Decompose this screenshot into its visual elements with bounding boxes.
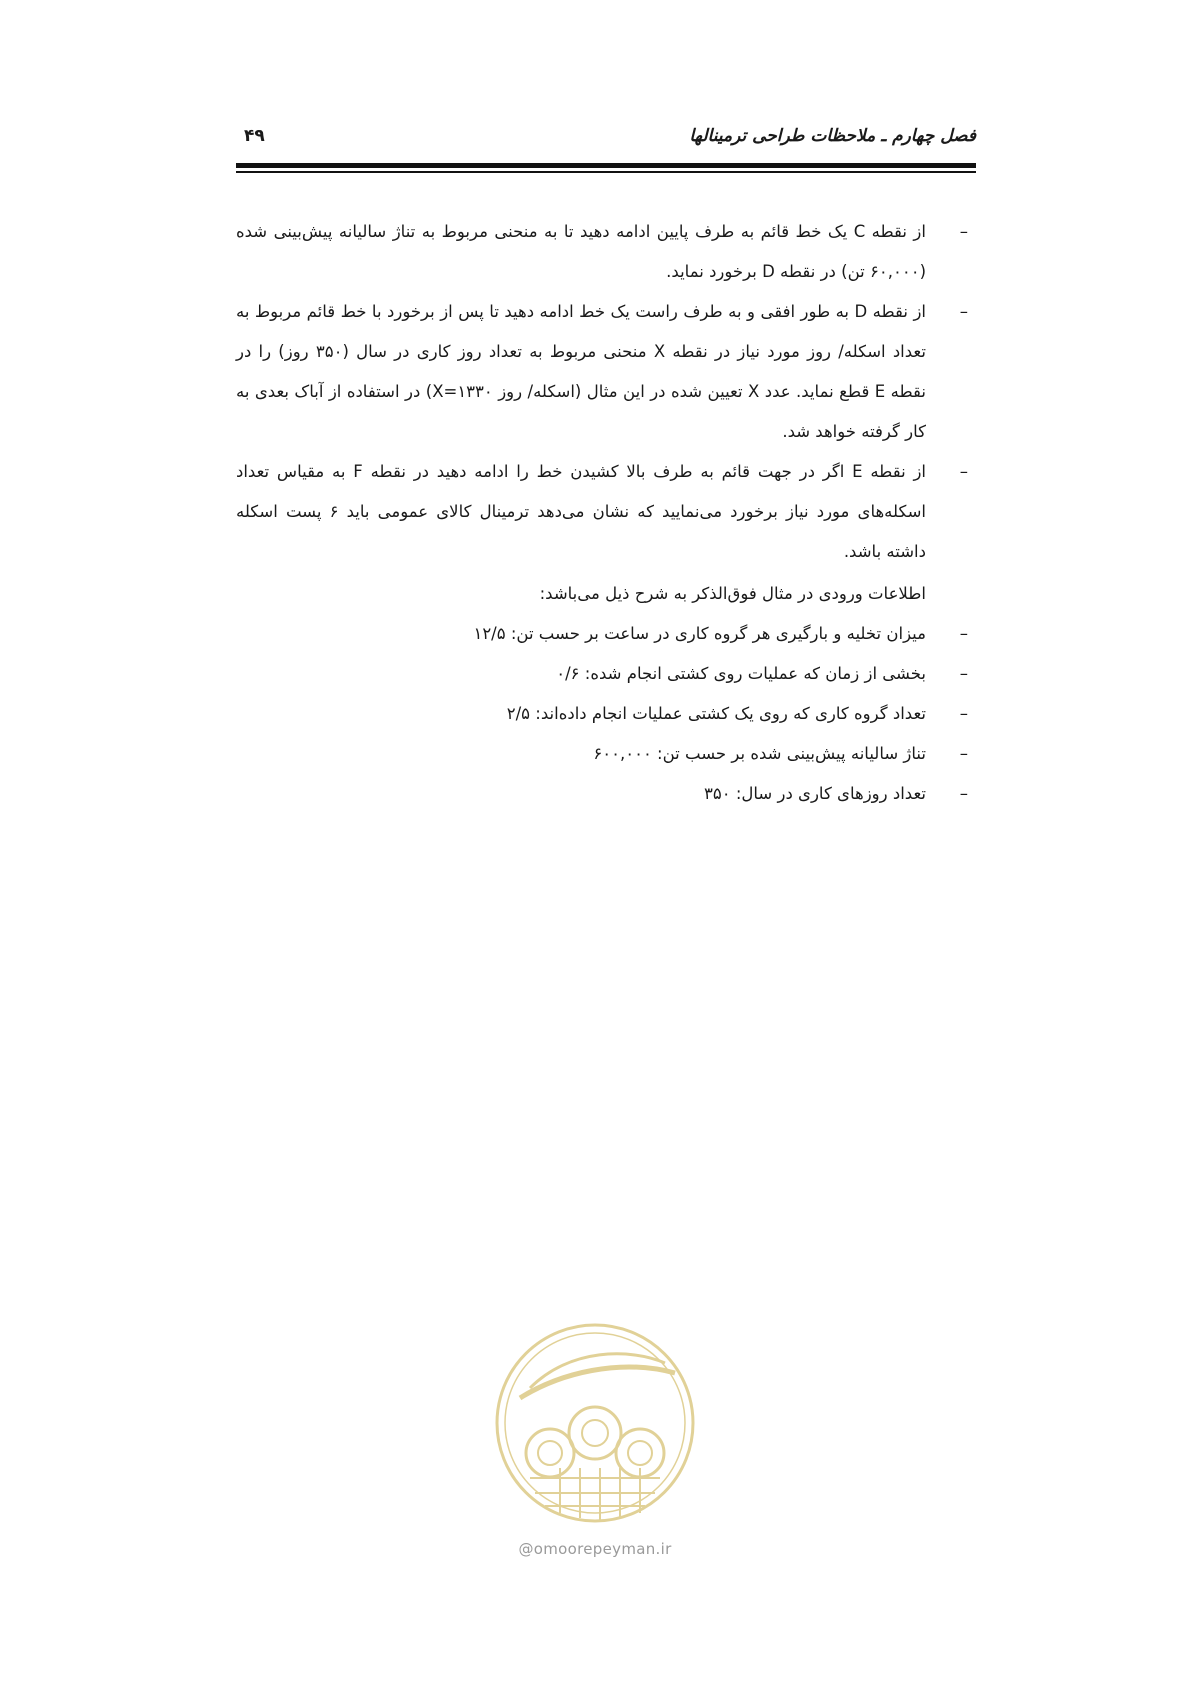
list-item bbox=[236, 774, 976, 814]
watermark-url bbox=[460, 1540, 730, 1558]
watermark-url-text: omoorepeyman.ir bbox=[533, 1540, 672, 1558]
watermark-logo bbox=[490, 1318, 700, 1528]
step-paragraph bbox=[236, 212, 976, 292]
list-item-text: تعداد گروه کاری که روی یک کشتی عملیات انجام داده‌اند: ۲/۵ bbox=[506, 704, 926, 723]
header-rule-thick bbox=[236, 163, 976, 168]
bullet-dash: – bbox=[959, 744, 968, 763]
paragraph-text: از نقطه C یک خط قائم به طرف پایین ادامه دهید تا به منحنی مربوط به تناژ سالیانه پیش‌بینی شده (۶۰,۰۰۰ تن) در نقطه D برخورد نماید. bbox=[236, 222, 926, 281]
inputs-intro: اطلاعات ورودی در مثال فوق‌الذکر به شرح ذیل می‌باشد: bbox=[539, 584, 926, 603]
bullet-dash: – bbox=[959, 624, 968, 643]
paragraph-text: از نقطه D به طور افقی و به طرف راست یک خط ادامه دهید تا پس از برخورد با خط قائم مربوط به تعداد اسکله/ روز مورد نیاز در نقطه X منحنی مربوط به تعداد روز کاری در سال (۳۵۰ روز) را در نقطه E قطع نماید. عدد X تعیین شده در این مثال (اسکله/ روز X=۱۳۳۰) در استفاده از آباک بعدی به کار گرفته خواهد شد. bbox=[236, 302, 926, 441]
step-paragraph bbox=[236, 292, 976, 452]
page-header bbox=[236, 126, 976, 154]
bullet-dash: – bbox=[959, 462, 968, 481]
globe-icon: @ bbox=[518, 1540, 534, 1558]
watermark-seal-icon bbox=[490, 1318, 700, 1528]
bullet-dash: – bbox=[959, 302, 968, 321]
list-item-text: بخشی از زمان که عملیات روی کشتی انجام شده: ۰/۶ bbox=[556, 664, 926, 683]
list-item bbox=[236, 734, 976, 774]
step-paragraph bbox=[236, 452, 976, 572]
bullet-dash: – bbox=[959, 704, 968, 723]
page-body bbox=[236, 212, 976, 814]
list-item-text: تناژ سالیانه پیش‌بینی شده بر حسب تن: ۶۰۰,۰۰۰ bbox=[593, 744, 926, 763]
list-item bbox=[236, 654, 976, 694]
list-item-text: تعداد روزهای کاری در سال: ۳۵۰ bbox=[704, 784, 926, 803]
list-item-text: میزان تخلیه و بارگیری هر گروه کاری در ساعت بر حسب تن: ۱۲/۵ bbox=[473, 624, 926, 643]
header-rule-thin bbox=[236, 171, 976, 173]
chapter-title: فصل چهارم ـ ملاحظات طراحی ترمینالها bbox=[689, 126, 976, 146]
bullet-dash: – bbox=[959, 784, 968, 803]
bullet-dash: – bbox=[959, 664, 968, 683]
bullet-dash: – bbox=[959, 222, 968, 241]
list-item bbox=[236, 694, 976, 734]
list-item bbox=[236, 614, 976, 654]
inputs-list bbox=[236, 614, 976, 814]
paragraph-text: از نقطه E اگر در جهت قائم به طرف بالا کشیدن خط را ادامه دهید در نقطه F به مقیاس تعداد اسکله‌های مورد نیاز برخورد می‌نمایید که نشان می‌دهد ترمینال کالای عمومی باید ۶ پست اسکله داشته باشد. bbox=[236, 462, 927, 561]
page-number: ۴۹ bbox=[244, 126, 265, 146]
